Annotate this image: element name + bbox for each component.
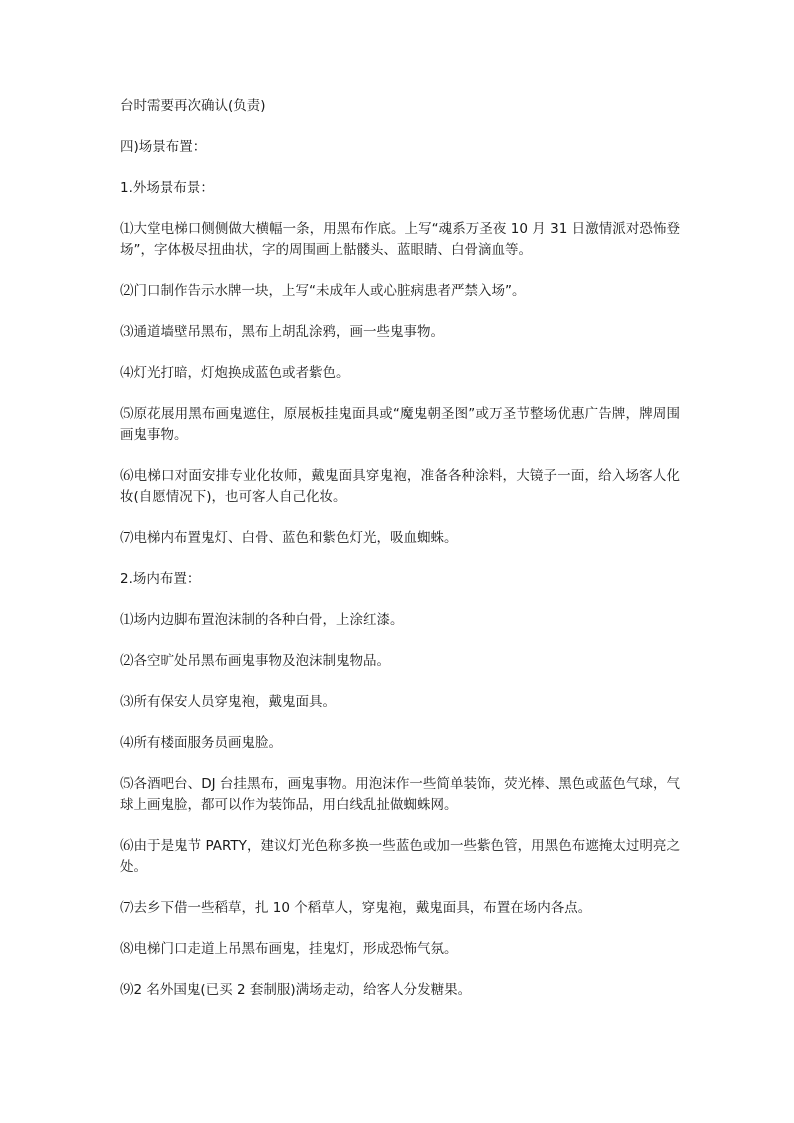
list-item: ⑸各酒吧台、DJ 台挂黑布，画鬼事物。用泡沫作一些简单装饰，荧光棒、黑色或蓝色气球，气球上画鬼脸，都可以作为装饰品，用白线乱扯做蜘蛛网。 — [120, 776, 680, 813]
list-item: ⑶所有保安人员穿鬼袍，戴鬼面具。 — [120, 694, 336, 710]
list-item: ⑴大堂电梯口侧侧做大横幅一条，用黑布作底。上写“魂系万圣夜 10 月 31 日激情派对恐怖登场”，字体极尽扭曲状，字的周围画上骷髅头、蓝眼睛、白骨滴血等。 — [120, 221, 680, 258]
list-item: ⑹由于是鬼节 PARTY，建议灯光色称多换一些蓝色或加一些紫色管，用黑色布遮掩太过明亮之处。 — [120, 838, 680, 875]
list-item: ⑴场内边脚布置泡沫制的各种白骨，上涂红漆。 — [120, 612, 404, 628]
list-item: ⑼2 名外国鬼(已买 2 套制服)满场走动，给客人分发糖果。 — [120, 982, 472, 998]
list-item: ⑸原花展用黑布画鬼遮住，原展板挂鬼面具或“魔鬼朝圣图”或万圣节整场优惠广告牌，牌周围画鬼事物。 — [120, 406, 680, 443]
list-item: ⑺去乡下借一些稻草，扎 10 个稻草人，穿鬼袍，戴鬼面具，布置在场内各点。 — [120, 900, 592, 916]
section-heading-scene-setup: 四)场景布置： — [120, 139, 207, 155]
list-item: ⑹电梯口对面安排专业化妆师，戴鬼面具穿鬼袍，准备各种涂料，大镜子一面，给入场客人化妆(自愿情况下)，也可客人自己化妆。 — [120, 468, 680, 505]
list-item: ⑵各空旷处吊黑布画鬼事物及泡沫制鬼物品。 — [120, 653, 390, 669]
list-item: ⑷灯光打暗，灯炮换成蓝色或者紫色。 — [120, 365, 350, 381]
paragraph-confirmation-note: 台时需要再次确认(负责) — [120, 98, 266, 114]
subsection-heading-outdoor: 1.外场景布景： — [120, 180, 214, 196]
subsection-heading-indoor: 2.场内布置： — [120, 571, 201, 587]
list-item: ⑻电梯门口走道上吊黑布画鬼，挂鬼灯，形成恐怖气氛。 — [120, 941, 458, 957]
list-item: ⑷所有楼面服务员画鬼脸。 — [120, 735, 282, 751]
list-item: ⑵门口制作告示水牌一块，上写“未成年人或心脏病患者严禁入场”。 — [120, 283, 526, 299]
list-item: ⑶通道墙壁吊黑布，黑布上胡乱涂鸦，画一些鬼事物。 — [120, 324, 444, 340]
list-item: ⑺电梯内布置鬼灯、白骨、蓝色和紫色灯光，吸血蜘蛛。 — [120, 530, 458, 546]
document-body — [120, 96, 680, 1021]
